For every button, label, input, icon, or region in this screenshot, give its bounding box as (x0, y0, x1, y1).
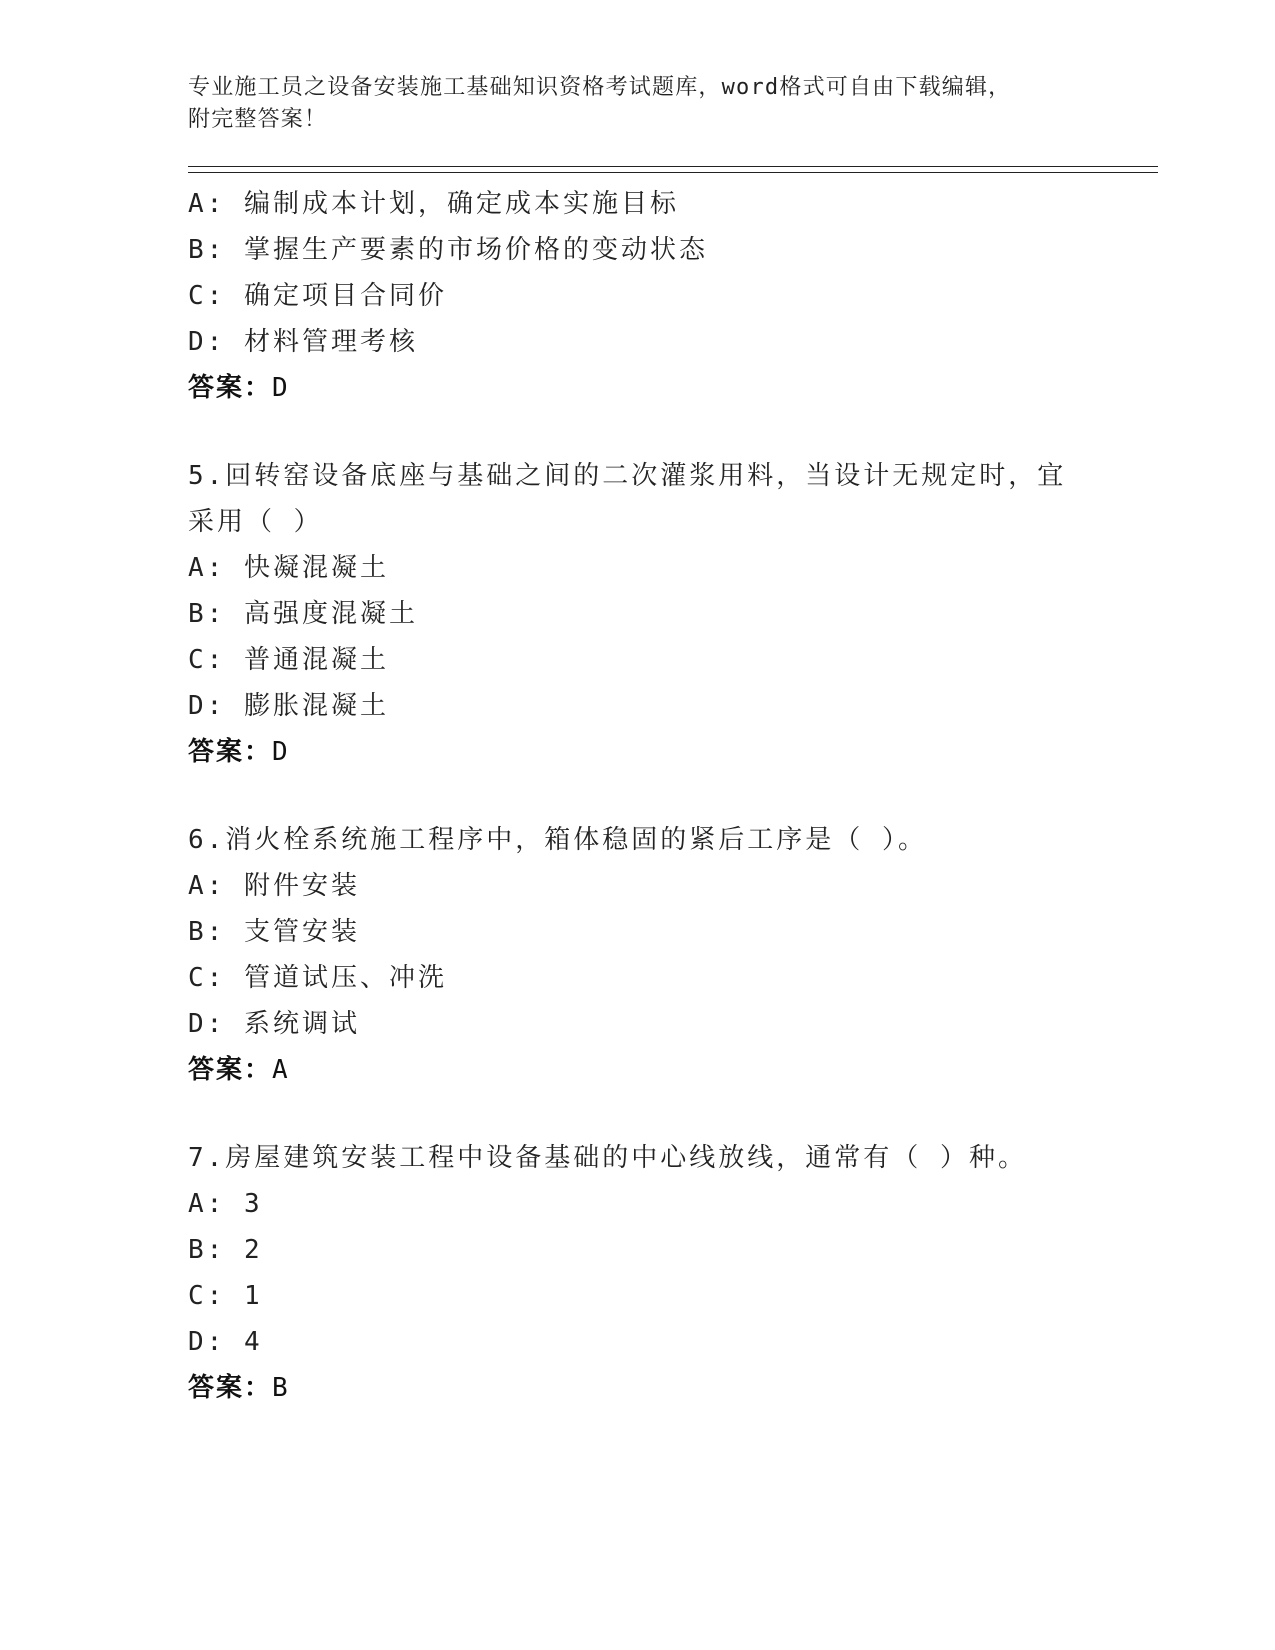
document-page (188, 72, 1158, 1411)
option-d: D: 系统调试 (188, 1009, 360, 1039)
header-line-1: 专业施工员之设备安装施工基础知识资格考试题库，word格式可自由下载编辑， (188, 75, 1012, 100)
question-7 (188, 1135, 1158, 1411)
question-stem: 7.房屋建筑安装工程中设备基础的中心线放线，通常有（ ）种。 (188, 1143, 1027, 1173)
option-a: A: 3 (188, 1189, 263, 1219)
question-4-continued (188, 181, 1158, 411)
option-b: B: 2 (188, 1235, 263, 1265)
option-a: A: 快凝混凝土 (188, 553, 389, 583)
answer: 答案：B (188, 1373, 289, 1403)
option-c: C: 管道试压、冲洗 (188, 963, 447, 993)
option-c: C: 普通混凝土 (188, 645, 389, 675)
option-d: D: 4 (188, 1327, 263, 1357)
option-d: D: 材料管理考核 (188, 327, 418, 357)
option-b: B: 掌握生产要素的市场价格的变动状态 (188, 235, 708, 265)
option-c: C: 1 (188, 1281, 263, 1311)
option-b: B: 高强度混凝土 (188, 599, 418, 629)
document-header (188, 72, 1088, 136)
header-line-2: 附完整答案！ (188, 107, 328, 132)
question-5 (188, 453, 1158, 775)
option-b: B: 支管安装 (188, 917, 360, 947)
answer: 答案：D (188, 737, 289, 767)
answer: 答案：D (188, 373, 289, 403)
option-a: A: 编制成本计划，确定成本实施目标 (188, 189, 679, 219)
option-c: C: 确定项目合同价 (188, 281, 447, 311)
question-6 (188, 817, 1158, 1093)
option-a: A: 附件安装 (188, 871, 360, 901)
answer: 答案：A (188, 1055, 289, 1085)
question-stem: 5.回转窑设备底座与基础之间的二次灌浆用料，当设计无规定时，宜 采用（ ） (188, 461, 1067, 537)
question-stem: 6.消火栓系统施工程序中，箱体稳固的紧后工序是（ ）。 (188, 825, 927, 855)
option-d: D: 膨胀混凝土 (188, 691, 389, 721)
header-divider (188, 166, 1158, 173)
